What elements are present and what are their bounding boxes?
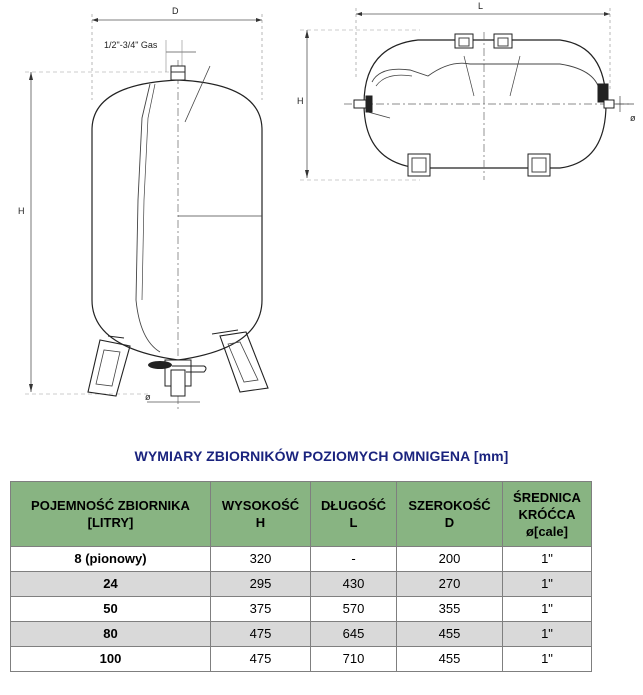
header-width	[397, 482, 503, 547]
header-diameter-line1: ŚREDNICA	[513, 489, 581, 505]
cell-length: 710	[311, 647, 397, 672]
header-height	[211, 482, 311, 547]
header-width-line1: SZEROKOŚĆ	[408, 498, 491, 513]
cell-capacity: 50	[11, 597, 211, 622]
header-height-line1: WYSOKOŚĆ	[221, 498, 300, 513]
table-row	[11, 597, 592, 622]
header-capacity-line1: POJEMNOŚĆ ZBIORNIKA	[31, 498, 190, 513]
cell-height: 295	[211, 572, 311, 597]
cell-diameter: 1"	[503, 597, 592, 622]
header-diameter	[503, 482, 592, 547]
dimensions-table	[10, 481, 592, 672]
cell-diameter: 1"	[503, 572, 592, 597]
cell-length: -	[311, 547, 397, 572]
header-length-line2: L	[349, 515, 358, 530]
header-length-line1: DŁUGOŚĆ	[321, 498, 386, 513]
table-title: WYMIARY ZBIORNIKÓW POZIOMYCH OMNIGENA [mm]	[134, 448, 509, 464]
cell-length: 645	[311, 622, 397, 647]
table-header-row	[11, 482, 592, 547]
vertical-connection-label: 1/2"-3/4" Gas	[104, 40, 158, 50]
cell-width: 355	[397, 597, 503, 622]
cell-capacity: 80	[11, 622, 211, 647]
table-row	[11, 622, 592, 647]
vertical-tank-drawing	[25, 14, 268, 410]
cell-capacity: 100	[11, 647, 211, 672]
table-row	[11, 647, 592, 672]
header-capacity-line2: [LITRY]	[87, 515, 134, 530]
vertical-d-label: D	[172, 6, 179, 16]
cell-diameter: 1"	[503, 547, 592, 572]
vertical-h-label: H	[18, 206, 25, 216]
cell-width: 455	[397, 622, 503, 647]
cell-diameter: 1"	[503, 622, 592, 647]
table-row	[11, 572, 592, 597]
header-diameter-line2: KRÓĆCA	[518, 506, 576, 522]
cell-length: 570	[311, 597, 397, 622]
header-height-line2: H	[255, 515, 266, 530]
cell-width: 455	[397, 647, 503, 672]
cell-width: 270	[397, 572, 503, 597]
table-row	[11, 547, 592, 572]
header-width-line2: D	[444, 515, 455, 530]
cell-height: 475	[211, 647, 311, 672]
cell-height: 475	[211, 622, 311, 647]
header-diameter-line3: ø[cale]	[526, 523, 568, 539]
horizontal-tank-drawing	[300, 8, 634, 180]
cell-capacity: 24	[11, 572, 211, 597]
cell-height: 320	[211, 547, 311, 572]
cell-capacity: 8 (pionowy)	[11, 547, 211, 572]
vertical-diameter-label: ø	[145, 392, 151, 402]
horizontal-diameter-label: ø	[630, 113, 636, 123]
horizontal-l-label: L	[478, 1, 484, 11]
cell-width: 200	[397, 547, 503, 572]
cell-length: 430	[311, 572, 397, 597]
header-capacity	[11, 482, 211, 547]
header-length	[311, 482, 397, 547]
cell-height: 375	[211, 597, 311, 622]
horizontal-h-label: H	[297, 96, 304, 106]
cell-diameter: 1"	[503, 647, 592, 672]
